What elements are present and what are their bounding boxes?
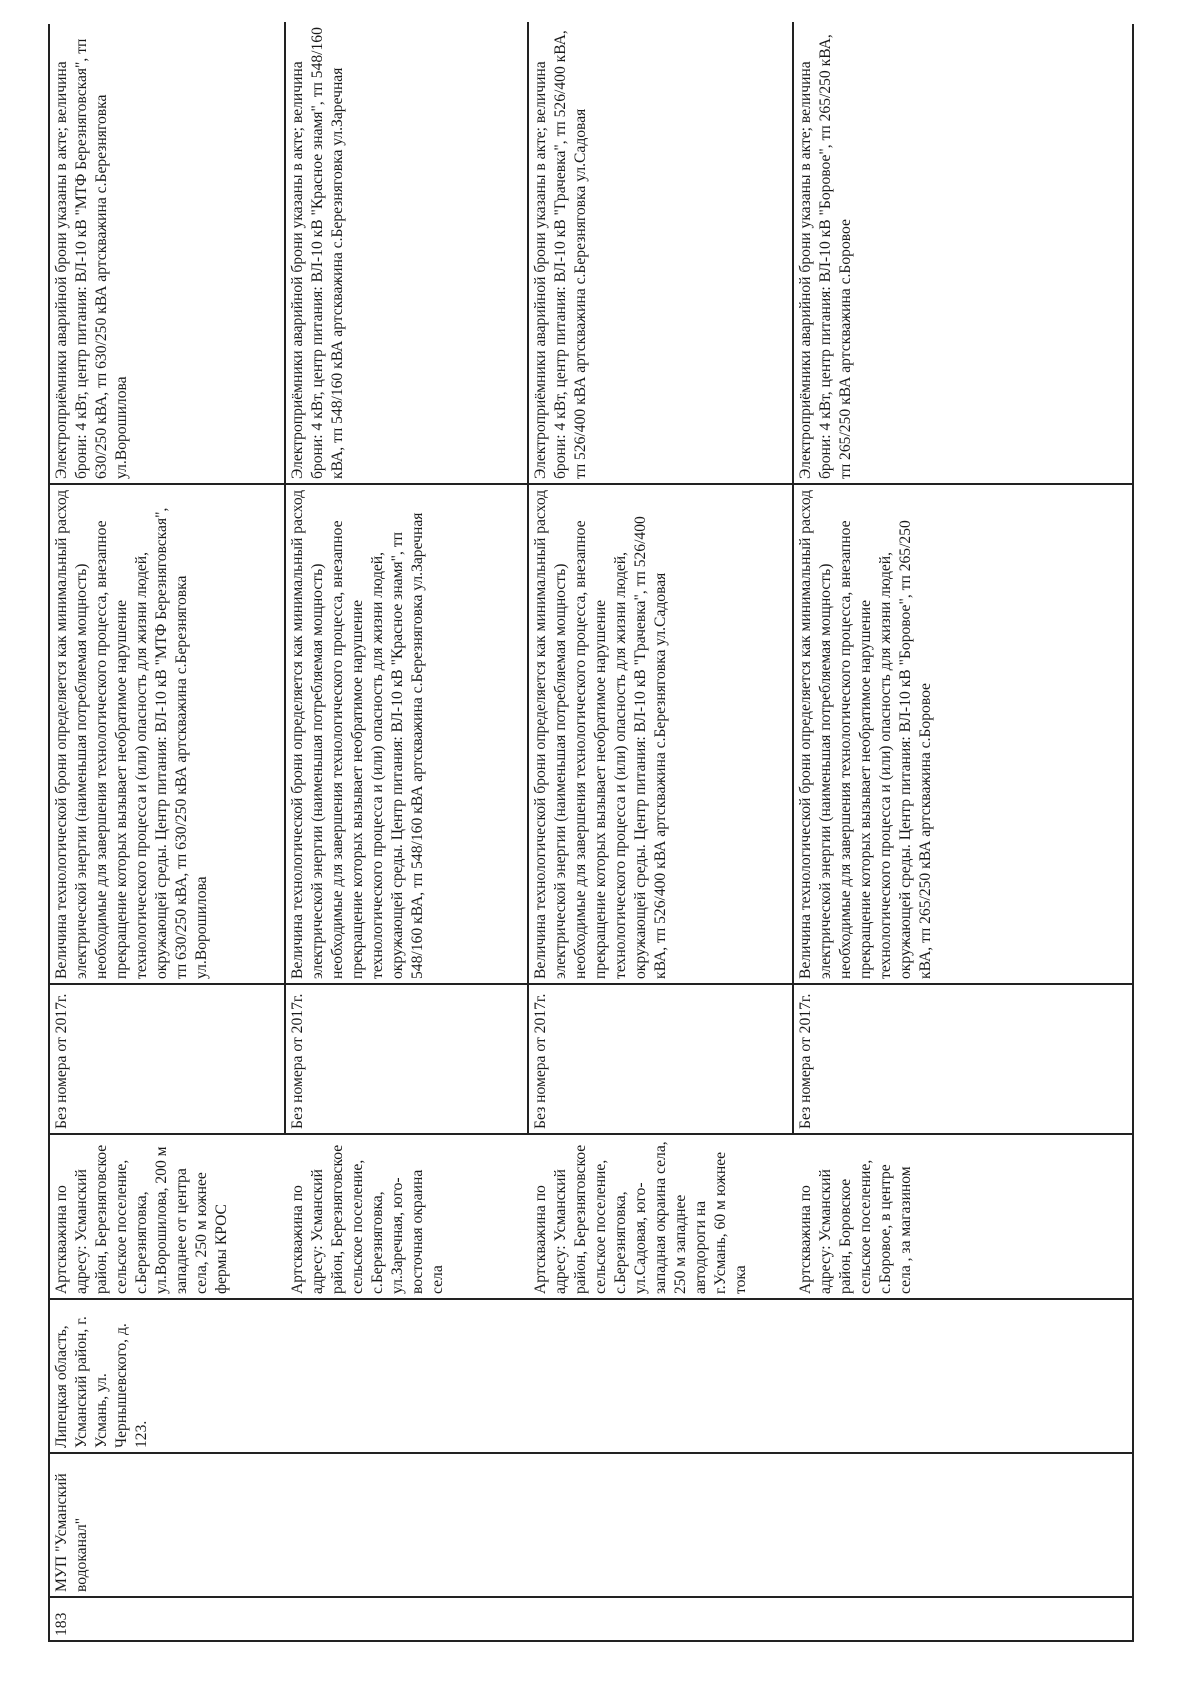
organization-name: МУП "Усманский водоканал"	[53, 1473, 90, 1592]
act-reference: Без номера от 2017г.	[289, 993, 306, 1129]
organization-address: Липецкая область, Усманский район, г. Усмань, ул. Чернышевского, д. 123.	[53, 1316, 150, 1448]
emergency-reserve: Электроприёмники аварийной брони указаны в акте; величина брони: 4 кВт, центр питания: ВЛ-10 кВ "Боровое", тп 265/250 кВА, тп 265/250 кВА артскважина с.Боровое	[797, 34, 854, 479]
object-location: Артскважина по адресу: Усманский район, Боровское сельское поселение, с.Боровое, в центре села , за магазином	[797, 1159, 914, 1294]
technological-reserve: Величина технологической брони определяется как минимальный расход электрической энергии (наименьшая потребляемая мощность) необходимые для завершения технологического процесса, внезапное прекращение которых вызывает необратимое нарушение технологического процесса и (или) опасность для жизни людей, окружающей среды. Центр питания: ВЛ-10 кВ "Боровое", тп 265/250 кВА, тп 265/250 кВА артскважина с.Боровое	[797, 489, 934, 979]
object-location: Артскважина по адресу: Усманский район, Березняговское сельское поселение, с.Березняговка, ул.Заречная, юго-восточная окраина села	[289, 1144, 446, 1294]
technological-reserve: Величина технологической брони определяется как минимальный расход электрической энергии (наименьшая потребляемая мощность) необходимые для завершения технологического процесса, внезапное прекращение которых вызывает необратимое нарушение технологического процесса и (или) опасность для жизни людей, окружающей среды. Центр питания: ВЛ-10 кВ "Красное знамя", тп 548/160 кВА, тп 548/160 кВА артскважина с.Березняговка ул.Заречная	[289, 489, 426, 979]
reserve-table	[48, 24, 1134, 1642]
object-location: Артскважина по адресу: Усманский район, Березняговское сельское поселение, с.Березняговка, ул.Садовая, юго-западная окраина села, 250 м западнее автодороги на г.Усмань, 60 м южнее тока	[532, 1141, 749, 1294]
act-reference: Без номера от 2017г.	[53, 993, 70, 1129]
column-divider	[50, 1452, 1132, 1454]
act-reference: Без номера от 2017г.	[532, 993, 549, 1129]
emergency-reserve: Электроприёмники аварийной брони указаны в акте; величина брони: 4 кВт, центр питания: ВЛ-10 кВ "МТФ Березняговская", тп 630/250 кВА, тп 630/250 кВА артскважина с.Березняговка ул.Ворошилова	[53, 38, 130, 479]
row-number: 183	[53, 1612, 70, 1636]
emergency-reserve: Электроприёмники аварийной брони указаны в акте; величина брони: 4 кВт, центр питания: ВЛ-10 кВ "Красное знамя", тп 548/160 кВА, тп 548/160 кВА артскважина с.Березняговка ул.Заречная	[289, 27, 346, 479]
emergency-reserve: Электроприёмники аварийной брони указаны в акте; величина брони: 4 кВт, центр питания: ВЛ-10 кВ "Грачевка", тп 526/400 кВА, тп 526/400 кВА артскважина с.Березняговка ул.Садовая	[532, 30, 589, 479]
object-location: Артскважина по адресу: Усманский район, Березняговское сельское поселение, с.Березняговка, ул.Ворошилова, 200 м западнее от центра села, 250 м южнее фермы КРОС	[53, 1144, 230, 1294]
technological-reserve: Величина технологической брони определяется как минимальный расход электрической энергии (наименьшая потребляемая мощность) необходимые для завершения технологического процесса, внезапное прекращение которых вызывает необратимое нарушение технологического процесса и (или) опасность для жизни людей, окружающей среды. Центр питания: ВЛ-10 кВ "МТФ Березняговская", тп 630/250 кВА, тп 630/250 кВА артскважина с.Березняговка ул.Ворошилова	[53, 489, 210, 979]
act-reference: Без номера от 2017г.	[797, 993, 814, 1129]
column-divider	[50, 1596, 1132, 1598]
technological-reserve: Величина технологической брони определяется как минимальный расход электрической энергии (наименьшая потребляемая мощность) необходимые для завершения технологического процесса, внезапное прекращение которых вызывает необратимое нарушение технологического процесса и (или) опасность для жизни людей, окружающей среды. Центр питания: ВЛ-10 кВ "Грачевка", тп 526/400 кВА, тп 526/400 кВА артскважина с.Березняговка ул.Садовая	[532, 489, 669, 979]
